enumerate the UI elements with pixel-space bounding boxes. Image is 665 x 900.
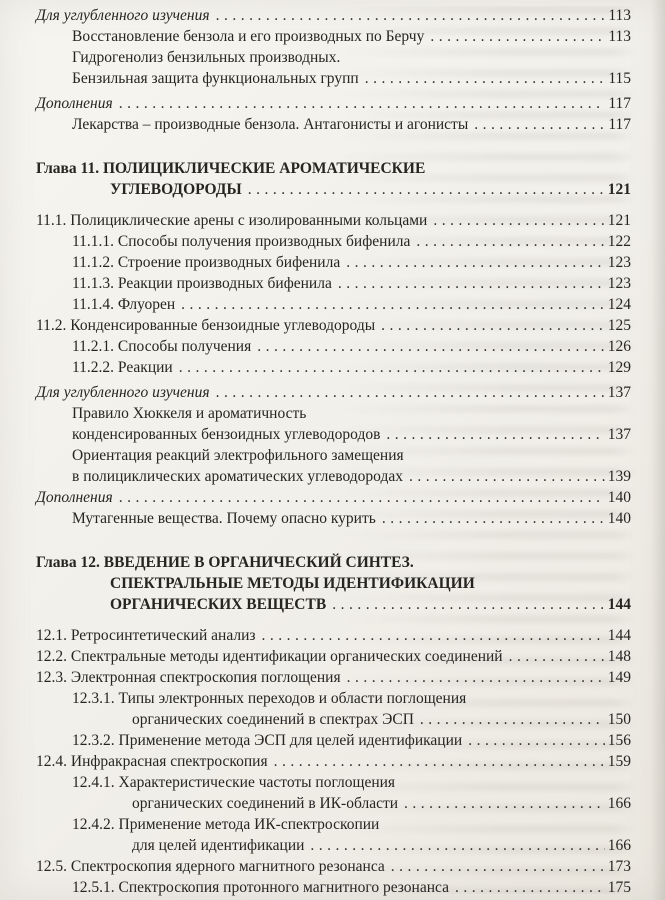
- page-number: 129: [607, 359, 631, 376]
- toc: [36, 0, 631, 898]
- toc-entry-text: УГЛЕВОДОРОДЫ: [110, 181, 242, 198]
- toc-entry-text: Для углубленного изучения: [36, 384, 210, 401]
- toc-entry-text: 12.3.2. Применение метода ЭСП для целей идентификации: [72, 732, 463, 749]
- dot-leader: [179, 357, 605, 378]
- dot-leader: [468, 730, 605, 751]
- toc-row: [36, 594, 631, 615]
- toc-entry-text: органических соединений в спектрах ЭСП: [132, 711, 414, 728]
- page-number: 140: [607, 510, 631, 527]
- toc-row: [36, 508, 631, 529]
- toc-row: [36, 730, 631, 751]
- toc-entry-text: конденсированных бензоидных углеводородов: [72, 426, 381, 443]
- toc-row: [36, 466, 631, 487]
- page-number: 121: [607, 181, 631, 198]
- dot-leader: [455, 877, 605, 898]
- dot-leader: [409, 466, 605, 487]
- toc-row: [36, 552, 631, 573]
- page-number: 144: [607, 596, 631, 613]
- page-number: 166: [607, 837, 631, 854]
- page-number: 159: [607, 753, 631, 770]
- toc-row: [36, 47, 631, 68]
- toc-row: [36, 273, 631, 294]
- dot-leader: [338, 273, 605, 294]
- page-number: 166: [607, 795, 631, 812]
- toc-entry-text: органических соединений в ИК-области: [132, 795, 399, 812]
- toc-entry-text: 11.2. Конденсированные бензоидные углеводороды: [36, 317, 376, 334]
- toc-entry-text: Гидрогенолиз бензильных производных.: [72, 49, 341, 66]
- toc-row: [36, 403, 631, 424]
- dot-leader: [119, 93, 606, 114]
- dot-leader: [119, 487, 605, 508]
- toc-row: [36, 667, 631, 688]
- page-number: 137: [607, 384, 631, 401]
- toc-row: [36, 856, 631, 877]
- page-number: 123: [607, 275, 631, 292]
- toc-row: [36, 835, 631, 856]
- toc-entry-text: 12.1. Ретросинтетический анализ: [36, 627, 256, 644]
- toc-entry-text: 11.1.3. Реакции производных бифенила: [72, 275, 332, 292]
- toc-entry-text: Глава 12. ВВЕДЕНИЕ В ОРГАНИЧЕСКИЙ СИНТЕЗ.: [36, 554, 414, 571]
- toc-entry-text: в полициклических ароматических углеводородах: [72, 468, 403, 485]
- page-number: 137: [607, 426, 631, 443]
- toc-row: [36, 688, 631, 709]
- toc-row: [36, 357, 631, 378]
- toc-entry-text: 12.5.1. Спектроскопия протонного магнитного резонанса: [72, 879, 449, 896]
- page-number: 175: [607, 879, 631, 896]
- toc-entry-text: 12.5. Спектроскопия ядерного магнитного резонанса: [36, 858, 385, 875]
- dot-leader: [509, 646, 605, 667]
- dot-leader: [474, 114, 605, 135]
- toc-row: [36, 315, 631, 336]
- toc-row: [36, 294, 631, 315]
- toc-row: [36, 877, 631, 898]
- toc-row: [36, 487, 631, 508]
- toc-entry-text: Мутагенные вещества. Почему опасно курить: [72, 510, 376, 527]
- dot-leader: [420, 709, 605, 730]
- dot-leader: [391, 856, 605, 877]
- page-number: 124: [607, 296, 631, 313]
- toc-row: [36, 625, 631, 646]
- toc-row: [36, 68, 631, 89]
- toc-row: [36, 26, 631, 47]
- page-number: 123: [607, 254, 631, 271]
- toc-row: [36, 158, 631, 179]
- page-number: 144: [607, 627, 631, 644]
- toc-entry-text: 12.2. Спектральные методы идентификации органических соединений: [36, 648, 503, 665]
- page-number: 117: [608, 95, 631, 112]
- toc-entry-text: 12.4.1. Характеристические частоты поглощения: [72, 774, 396, 791]
- dot-leader: [365, 68, 606, 89]
- toc-row: [36, 252, 631, 273]
- toc-row: [36, 445, 631, 466]
- toc-row: [36, 646, 631, 667]
- dot-leader: [346, 252, 605, 273]
- page-number: 113: [608, 28, 631, 45]
- page-number: 125: [607, 317, 631, 334]
- page-number: 122: [607, 233, 631, 250]
- dot-leader: [381, 315, 605, 336]
- toc-entry-text: Дополнения: [36, 95, 113, 112]
- page-number: 150: [607, 711, 631, 728]
- dot-leader: [433, 210, 604, 231]
- toc-entry-text: 12.3.1. Типы электронных переходов и области поглощения: [72, 690, 467, 707]
- toc-entry-text: 11.1.4. Флуорен: [72, 296, 176, 313]
- dot-leader: [382, 508, 605, 529]
- toc-row: [36, 751, 631, 772]
- toc-row: [36, 382, 631, 403]
- toc-entry-text: 11.1. Полициклические арены с изолированными кольцами: [36, 212, 428, 229]
- toc-entry-text: 11.2.1. Способы получения: [72, 338, 252, 355]
- toc-entry-text: для целей идентификации: [132, 837, 305, 854]
- dot-leader: [347, 667, 605, 688]
- toc-entry-text: Ориентация реакций электрофильного замещения: [72, 447, 404, 464]
- dot-leader: [416, 231, 604, 252]
- dot-leader: [404, 793, 605, 814]
- toc-row: [36, 114, 631, 135]
- dot-leader: [216, 5, 606, 26]
- dot-leader: [257, 336, 605, 357]
- toc-entry-text: Правило Хюккеля и ароматичность: [72, 405, 307, 422]
- page-number: 156: [607, 732, 631, 749]
- toc-row: [36, 179, 631, 200]
- page-number: 173: [607, 858, 631, 875]
- dot-leader: [181, 294, 605, 315]
- toc-row: [36, 709, 631, 730]
- dot-leader: [310, 835, 604, 856]
- toc-row: [36, 772, 631, 793]
- page-number: 115: [608, 70, 631, 87]
- page-number: 139: [607, 468, 631, 485]
- toc-entry-text: 11.1.2. Строение производных бифенила: [72, 254, 341, 271]
- toc-row: [36, 5, 631, 26]
- toc-entry-text: ОРГАНИЧЕСКИХ ВЕЩЕСТВ: [110, 596, 327, 613]
- dot-leader: [216, 382, 605, 403]
- page-number: 121: [607, 212, 631, 229]
- toc-entry-text: Бензильная защита функциональных групп: [72, 70, 359, 87]
- toc-entry-text: 12.3. Электронная спектроскопия поглощения: [36, 669, 341, 686]
- toc-entry-text: 12.4. Инфракрасная спектроскопия: [36, 753, 268, 770]
- toc-row: [36, 793, 631, 814]
- toc-row: [36, 231, 631, 252]
- page-number: 117: [608, 116, 631, 133]
- toc-row: [36, 336, 631, 357]
- page-number: 149: [607, 669, 631, 686]
- dot-leader: [248, 179, 605, 200]
- page-edge-shadow: [651, 0, 665, 900]
- dot-leader: [386, 424, 604, 445]
- toc-entry-text: Дополнения: [36, 489, 113, 506]
- dot-leader: [262, 625, 605, 646]
- toc-row: [36, 573, 631, 594]
- page-number: 148: [607, 648, 631, 665]
- toc-entry-text: Глава 11. ПОЛИЦИКЛИЧЕСКИЕ АРОМАТИЧЕСКИЕ: [36, 160, 426, 177]
- toc-entry-text: 11.2.2. Реакции: [72, 359, 173, 376]
- toc-row: [36, 210, 631, 231]
- toc-entry-text: СПЕКТРАЛЬНЫЕ МЕТОДЫ ИДЕНТИФИКАЦИИ: [110, 575, 475, 592]
- page-number: 140: [607, 489, 631, 506]
- toc-entry-text: 12.4.2. Применение метода ИК-спектроскопии: [72, 816, 380, 833]
- dot-leader: [274, 751, 605, 772]
- toc-entry-text: Восстановление бензола и его производных по Берчу: [72, 28, 425, 45]
- dot-leader: [332, 594, 605, 615]
- toc-row: [36, 93, 631, 114]
- toc-entry-text: Для углубленного изучения: [36, 7, 210, 24]
- dot-leader: [430, 26, 605, 47]
- toc-row: [36, 814, 631, 835]
- toc-row: [36, 424, 631, 445]
- toc-entry-text: 11.1.1. Способы получения производных бифенила: [72, 233, 411, 250]
- toc-entry-text: Лекарства – производные бензола. Антагонисты и агонисты: [72, 116, 469, 133]
- page-number: 126: [607, 338, 631, 355]
- page-number: 113: [608, 7, 631, 24]
